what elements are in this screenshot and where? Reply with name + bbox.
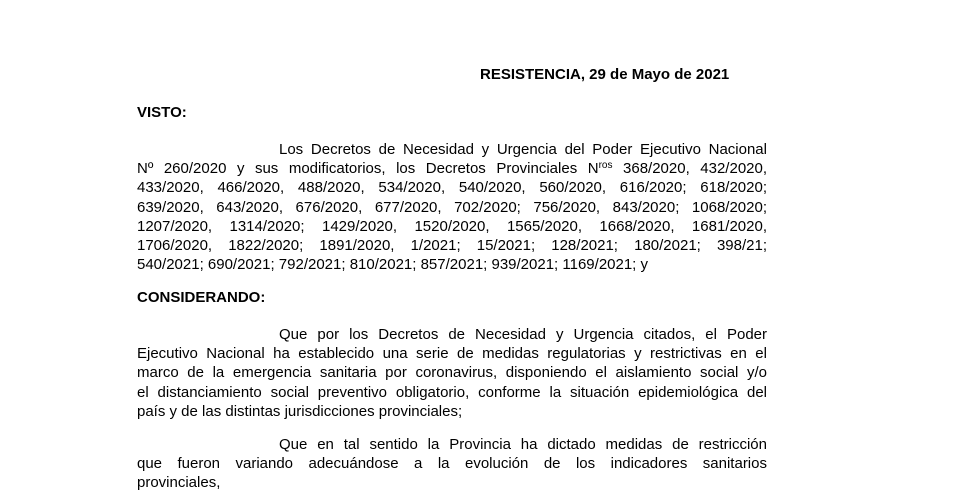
- considerando-paragraph-2: [137, 435, 767, 493]
- document-date: RESISTENCIA, 29 de Mayo de 2021: [480, 66, 730, 83]
- visto-line-2: [137, 159, 767, 178]
- visto-heading: VISTO:: [137, 104, 187, 121]
- considerando-p2-line-3: provinciales,: [137, 474, 221, 492]
- visto-line-5: 1207/2020, 1314/2020; 1429/2020, 1520/2020, 1565/2020, 1668/2020, 1681/2020,: [137, 217, 767, 235]
- considerando-p2-line-1: Que en tal sentido la Provincia ha dictado medidas de restricción: [279, 436, 767, 453]
- visto-line-7: 540/2021; 690/2021; 792/2021; 810/2021; 857/2021; 939/2021; 1169/2021; y: [137, 256, 649, 274]
- visto-line-4: 639/2020, 643/2020, 676/2020, 677/2020, 702/2020; 756/2020, 843/2020; 1068/2020;: [137, 198, 767, 216]
- considerando-p1-line-2: Ejecutivo Nacional ha establecido una serie de medidas regulatorias y restrictivas en el: [137, 345, 767, 363]
- visto-line-1: Los Decretos de Necesidad y Urgencia del Poder Ejecutivo Nacional: [279, 141, 767, 158]
- visto-line-2-rest: 368/2020, 432/2020,: [612, 160, 768, 178]
- considerando-p2-line-2: que fueron variando adecuándose a la evolución de los indicadores sanitarios: [137, 455, 767, 473]
- considerando-p1-line-1: Que por los Decretos de Necesidad y Urgencia citados, el Poder: [279, 326, 767, 343]
- visto-line-2-superscript: ros: [598, 160, 613, 172]
- visto-line-2-text: Nº 260/2020 y sus modificatorios, los Decretos Provinciales N: [137, 160, 599, 178]
- visto-paragraph: [137, 140, 767, 274]
- visto-line-6: 1706/2020, 1822/2020; 1891/2020, 1/2021; 15/2021; 128/2021; 180/2021; 398/21;: [137, 236, 767, 254]
- considerando-paragraph-1: [137, 325, 767, 421]
- considerando-p1-line-3: marco de la emergencia sanitaria por coronavirus, disponiendo el aislamiento social y/o: [137, 364, 767, 382]
- considerando-p1-line-5: país y de las distintas jurisdicciones provinciales;: [137, 402, 463, 420]
- visto-line-3: 433/2020, 466/2020, 488/2020, 534/2020, 540/2020, 560/2020, 616/2020; 618/2020;: [137, 179, 767, 197]
- considerando-heading: CONSIDERANDO:: [137, 289, 266, 306]
- considerando-p1-line-4: el distanciamiento social preventivo obligatorio, conforme la situación epidemiológica del: [137, 383, 767, 401]
